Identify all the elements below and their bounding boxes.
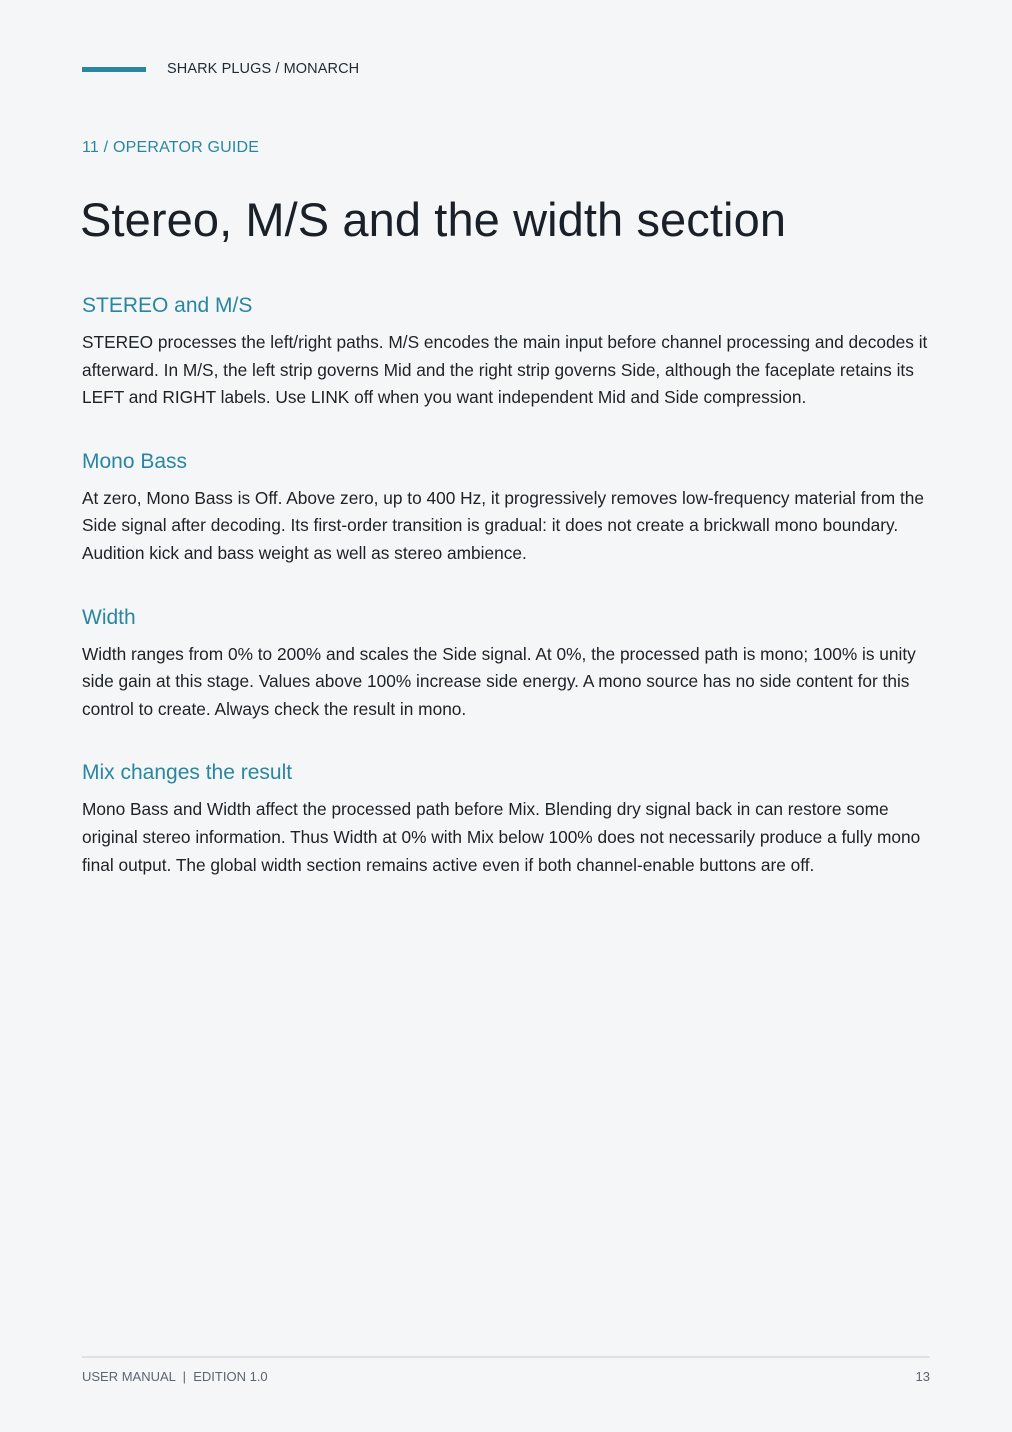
section-paragraph: STEREO processes the left/right paths. M/S encodes the main input before channel processing and decodes it afterward. In M/S, the left strip governs Mid and the right strip governs Side, although the faceplate retains its LEFT and RIGHT labels. Use LINK off when you want independent Mid and Side compression. (82, 332, 928, 408)
section-heading: Mix changes the result (82, 761, 293, 785)
footer-divider (82, 1356, 930, 1358)
section-paragraph: Mono Bass and Width affect the processed path before Mix. Blending dry signal back in can restore some original stereo information. Thus Width at 0% with Mix below 100% does not necessarily produce a fully mono final output. The global width section remains active even if both channel-enable buttons are off. (82, 799, 921, 875)
section-stereo-ms (82, 291, 942, 412)
page-header (82, 58, 359, 80)
main-content (82, 291, 942, 914)
section-width (82, 603, 942, 724)
section-mix (82, 758, 942, 879)
section-paragraph: At zero, Mono Bass is Off. Above zero, up to 400 Hz, it progressively removes low-frequency material from the Side signal after decoding. Its first-order transition is gradual: it does not create a brickwall mono boundary. Audition kick and bass weight as well as stereo ambience. (82, 487, 925, 563)
page-title: Stereo, M/S and the width section (80, 193, 787, 246)
section-mono-bass (82, 447, 942, 568)
header-accent-bar (82, 67, 146, 72)
page-number: 13 (915, 1369, 930, 1384)
section-heading: STEREO and M/S (82, 294, 253, 317)
section-heading: Width (82, 605, 136, 629)
section-paragraph: Width ranges from 0% to 200% and scales the Side signal. At 0%, the processed path is mono; 100% is unity side gain at this stage. Values above 100% increase side energy. A mono source has no side content for this control to create. Always check the result in mono. (82, 643, 916, 719)
chapter-label: 11 / OPERATOR GUIDE (82, 139, 260, 156)
footer-edition: USER MANUAL | EDITION 1.0 (82, 1369, 268, 1384)
section-heading: Mono Bass (82, 449, 188, 473)
header-brand: SHARK PLUGS / MONARCH (167, 61, 360, 77)
